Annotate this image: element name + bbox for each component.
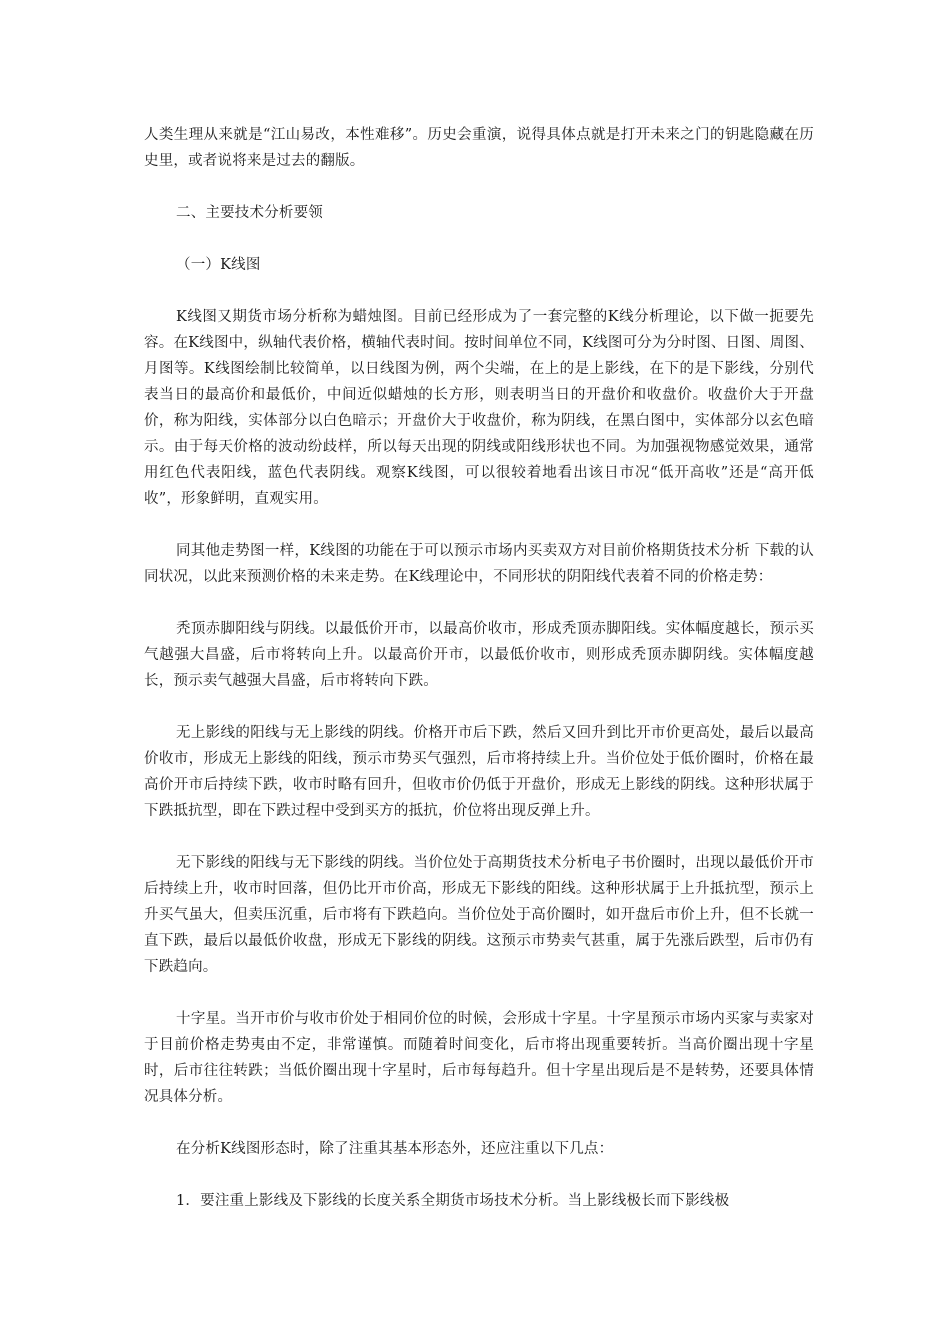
paragraph-intro: 人类生理从来就是“江山易改，本性难移”。历史会重演，说得具体点就是打开未来之门的钥匙隐藏在历史里，或者说将来是过去的翻版。 bbox=[144, 127, 814, 169]
subsection-heading: （一）K线图 bbox=[176, 257, 261, 273]
paragraph-no-upper-shadow: 无上影线的阳线与无上影线的阴线。价格开市后下跌，然后又回升到比开市价更高处，最后以最高价收市，形成无上影线的阳线，预示市势买气强烈，后市将持续上升。当价位处于低价圈时，价格在最高价开市后持续下跌，收市时略有回升，但收市价仍低于开盘价，形成无上影线的阴线。这种形状属于下跌抵抗型，即在下跌过程中受到买方的抵抗，价位将出现反弹上升。 bbox=[144, 725, 814, 819]
paragraph-analysis-points: 在分析K线图形态时，除了注重其基本形态外，还应注重以下几点： bbox=[176, 1141, 614, 1157]
paragraph-doji: 十字星。当开市价与收市价处于相同价位的时候，会形成十字星。十字星预示市场内买家与卖家对于目前价格走势夷由不定，非常谨慎。而随着时间变化，后市将出现重要转折。当高价圈出现十字星时，后市往往转跌；当低价圈出现十字星时，后市每每趋升。但十字星出现后是不是转势，还要具体情况具体分析。 bbox=[144, 1011, 814, 1105]
paragraph-kline-intro: K线图又期货市场分析称为蜡烛图。目前已经形成为了一套完整的K线分析理论，以下做一扼要先容。在K线图中，纵轴代表价格，横轴代表时间。按时间单位不同，K线图可分为分时图、日图、周图、月图等。K线图绘制比较简单，以日线图为例，两个尖端，在上的是上影线，在下的是下影线，分别代表当日的最高价和最低价，中间近似蜡烛的长方形，则表明当日的开盘价和收盘价。收盘价大于开盘价，称为阳线，实体部分以白色暗示；开盘价大于收盘价，称为阴线，在黑白图中，实体部分以玄色暗示。由于每天价格的波动纷歧样，所以每天出现的阴线或阳线形状也不同。为加强视物感觉效果，通常用红色代表阳线，蓝色代表阴线。观察K线图，可以很较着地看出该日市况“低开高收”还是“高开低收”，形象鲜明，直观实用。 bbox=[144, 309, 814, 507]
paragraph-no-lower-shadow: 无下影线的阳线与无下影线的阴线。当价位处于高期货技术分析电子书价圈时，出现以最低价开市后持续上升，收市时回落，但仍比开市价高，形成无下影线的阳线。这种形状属于上升抵抗型，预示上升买气虽大，但卖压沉重，后市将有下跌趋向。当价位处于高价圈时，如开盘后市价上升，但不长就一直下跌，最后以最低价收盘，形成无下影线的阴线。这预示市势卖气甚重，属于先涨后跌型，后市仍有下跌趋向。 bbox=[144, 855, 814, 975]
paragraph-kline-function: 同其他走势图一样，K线图的功能在于可以预示市场内买卖双方对目前价格期货技术分析 下载的认同状况，以此来预测价格的未来走势。在K线理论中，不同形状的阴阳线代表着不同的价格走势： bbox=[144, 543, 814, 585]
list-item-1: 1．要注重上影线及下影线的长度关系全期货市场技术分析。当上影线极长而下影线极 bbox=[176, 1193, 730, 1209]
section-heading: 二、主要技术分析要领 bbox=[176, 205, 323, 221]
paragraph-bald-barefoot: 秃顶赤脚阳线与阴线。以最低价开市，以最高价收市，形成秃顶赤脚阳线。实体幅度越长，预示买气越强大昌盛，后市将转向上升。以最高价开市，以最低价收市，则形成秃顶赤脚阴线。实体幅度越长，预示卖气越强大昌盛，后市将转向下跌。 bbox=[144, 621, 814, 689]
document-body bbox=[144, 122, 814, 1214]
